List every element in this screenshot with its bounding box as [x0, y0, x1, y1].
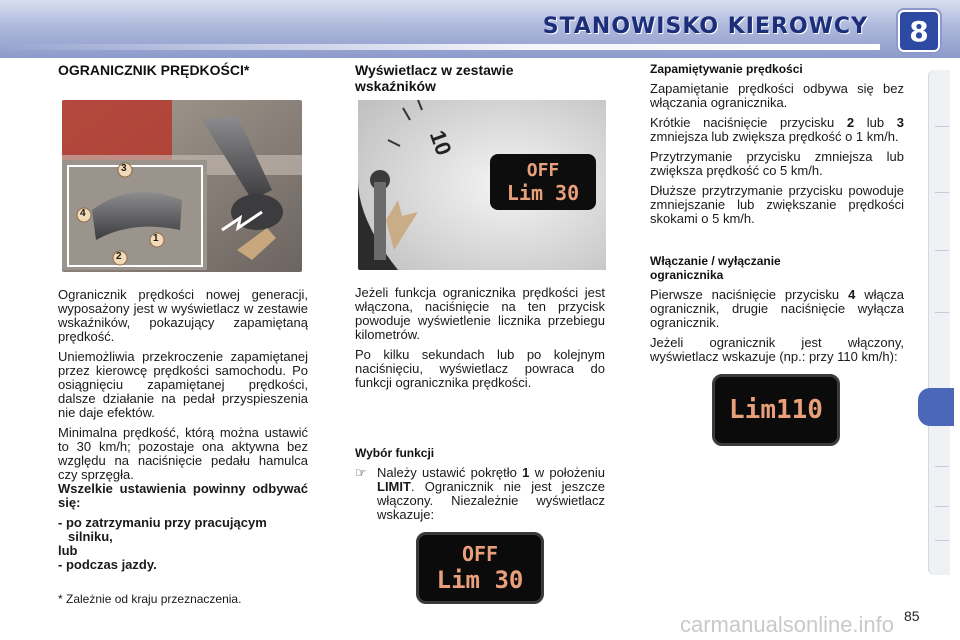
- display-description: [355, 286, 605, 396]
- page-header: [0, 0, 960, 58]
- chapter-title: STANOWISKO KIEROWCY: [542, 14, 868, 39]
- intro-paragraph-3: Minimalna prędkość, którą można ustawić to 30 km/h; pozostaje ona aktywna bez względu na naciśnięcie pedału hamulca czy sprzęgła.: [58, 425, 308, 482]
- stalk-photo: [62, 100, 302, 272]
- tab-divider: [935, 192, 949, 193]
- settings-title: Wszelkie ustawienia powinny odbywać się:: [58, 481, 308, 510]
- settings-or: lub: [58, 543, 78, 558]
- chapter-number-badge: 8: [898, 10, 940, 52]
- cluster-display: [490, 154, 596, 210]
- tab-divider: [935, 540, 949, 541]
- onoff-paragraph-2: Jeżeli ogranicznik jest włączony, wyświetlacz wskazuje (np.: przy 110 km/h):: [650, 335, 904, 364]
- tab-divider: [935, 466, 949, 467]
- display2-top: OFF: [461, 542, 499, 566]
- display3-bottom: Lim110: [729, 395, 823, 425]
- tab-divider: [935, 506, 949, 507]
- settings-note: [58, 482, 308, 572]
- onoff-title: Włączanie / wyłączanie ogranicznika: [650, 254, 781, 282]
- display2-bottom: Lim 30: [436, 566, 524, 594]
- stalk-label-4: 4: [80, 208, 86, 219]
- limit-keyword: LIMIT: [377, 479, 411, 494]
- onoff-p1-a: Pierwsze naciśnięcie przycisku: [650, 287, 840, 302]
- page-number: 85: [904, 608, 920, 624]
- memory-paragraph-4: Dłuższe przytrzymanie przycisku powoduje zmniejszanie lub zwiększanie prędkości skokami o 5 km/h.: [650, 183, 904, 226]
- display-paragraph-1: Jeżeli funkcja ogranicznika prędkości jest włączona, naciśnięcie na ten przycisk powoduje wyświetlenie licznika przebiegu kilometrów.: [355, 285, 605, 342]
- intro-paragraph-2: Uniemożliwia przekroczenie zapamiętanej przez kierowcę prędkości samochodu. Po osiągnięciu zapamiętanej prędkości, dalsze działanie na pedał przyspieszenia nie daje efektów.: [58, 349, 308, 420]
- display-off-lim30: [416, 532, 544, 604]
- dial-number: 10: [424, 127, 457, 159]
- memory-block: [650, 62, 904, 232]
- pointing-hand-icon: ☞: [355, 465, 367, 480]
- stalk-label-3: 3: [121, 163, 127, 174]
- button-3-ref: 3: [896, 115, 904, 130]
- tab-divider: [935, 126, 949, 127]
- limiter-intro-text: [58, 288, 308, 488]
- instrument-cluster-photo: [358, 100, 606, 270]
- select-text-b: w położeniu: [534, 465, 606, 480]
- active-chapter-tab[interactable]: [918, 388, 954, 426]
- section-title: OGRANICZNIK PRĘDKOŚCI*: [58, 62, 250, 78]
- display-paragraph-2: Po kilku sekundach lub po kolejnym naciśnięciu, wyświetlacz powraca do funkcji ogranicznika prędkości.: [355, 347, 605, 390]
- display-section-title-block: [355, 62, 605, 94]
- memory-p2-a: Krótkie naciśnięcie przycisku: [650, 115, 835, 130]
- memory-title: Zapamiętywanie prędkości: [650, 62, 803, 76]
- memory-paragraph-3: Przytrzymanie przycisku zmniejsza lub zwiększa prędkość co 5 km/h.: [650, 149, 904, 178]
- cluster-display-bottom: Lim 30: [506, 181, 580, 205]
- onoff-p1-c: włącza ogranicznik, drugie naciśnięcie wyłącza ogranicznik.: [650, 287, 904, 330]
- memory-p2-c: zmniejsza lub zwiększa prędkość o 1 km/h.: [650, 129, 899, 144]
- intro-paragraph-1: Ogranicznik prędkości nowej generacji, wyposażony jest w wyświetlacz w zestawie wskaźników, pokazujący zapamiętaną prędkość.: [58, 287, 308, 344]
- select-text-a: Należy ustawić pokrętło: [377, 465, 517, 480]
- memory-paragraph-2: [650, 116, 904, 144]
- function-select-title: Wybór funkcji: [355, 446, 435, 460]
- settings-item-driving: - podczas jazdy.: [58, 557, 157, 572]
- stalk-label-2: 2: [116, 251, 122, 262]
- function-select-block: [355, 446, 605, 528]
- select-text-c: . Ogranicznik nie jest jeszcze włączony. Niezależnie wyświetlacz wskazuje:: [377, 479, 605, 522]
- onoff-paragraph-1: [650, 288, 904, 330]
- header-shine: [0, 44, 880, 50]
- stalk-label-1: 1: [153, 233, 159, 244]
- function-select-paragraph: [355, 466, 605, 522]
- tab-divider: [935, 312, 949, 313]
- section-title-block: [58, 62, 308, 78]
- onoff-block: [650, 254, 904, 370]
- display-lim110: [712, 374, 840, 446]
- select-number: 1: [522, 465, 530, 480]
- chapter-tab-strip: [928, 70, 950, 575]
- tab-divider: [935, 250, 949, 251]
- display-section-title: Wyświetlacz w zestawie wskaźników: [355, 62, 514, 94]
- cluster-display-top: OFF: [526, 160, 560, 181]
- watermark: carmanualsonline.info: [680, 612, 895, 637]
- button-2-ref: 2: [846, 115, 855, 130]
- memory-paragraph-1: Zapamiętanie prędkości odbywa się bez włączania ogranicznika.: [650, 81, 904, 110]
- memory-p2-or: lub: [866, 115, 885, 130]
- footnote: * Zależnie od kraju przeznaczenia.: [58, 592, 242, 606]
- settings-item-stopped: - po zatrzymaniu przy pracującym silniku,: [58, 515, 267, 544]
- button-4-ref: 4: [848, 287, 856, 302]
